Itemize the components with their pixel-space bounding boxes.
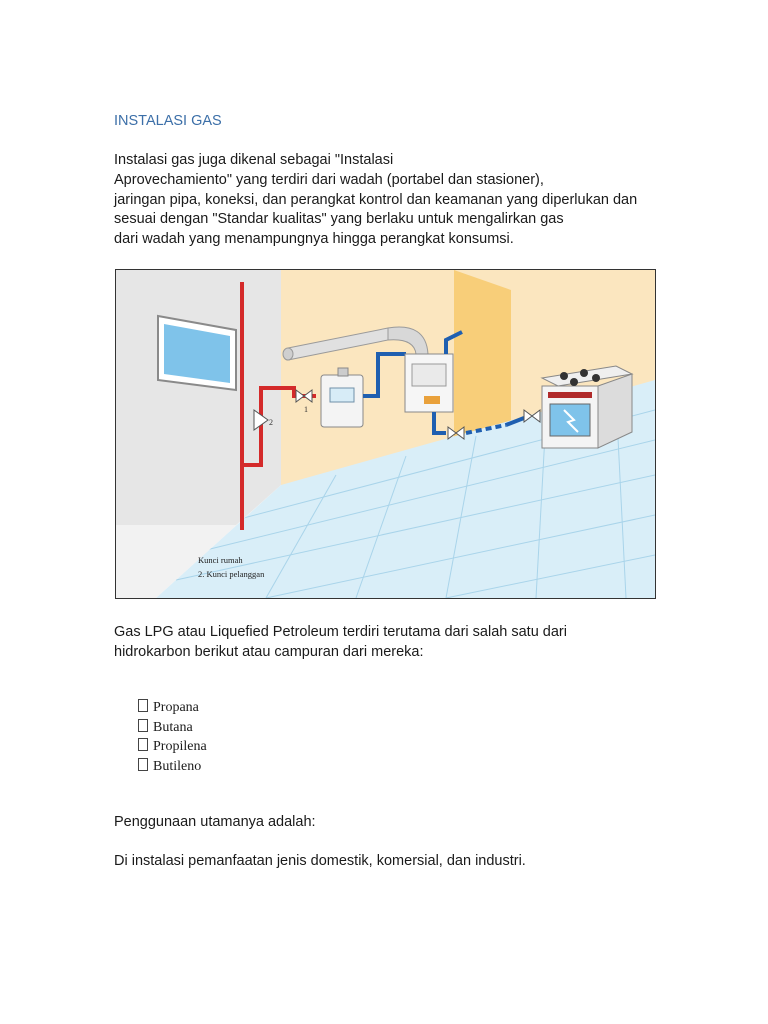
- valve-2-label: 2: [269, 418, 273, 427]
- exterior-wall-face: [116, 270, 281, 525]
- gas-installation-illustration: [115, 269, 656, 599]
- gas-meter-display: [330, 388, 354, 402]
- burner-icon: [560, 372, 568, 380]
- uses-title: Penggunaan utamanya adalah:: [114, 814, 316, 830]
- flue-duct-end: [283, 348, 293, 360]
- bullet-box-icon: [138, 719, 148, 732]
- uses-text: Di instalasi pemanfaatan jenis domestik, komersial, dan industri.: [114, 853, 526, 869]
- list-item-label: Butileno: [153, 758, 202, 774]
- valve-1-label: 1: [304, 405, 308, 414]
- oven-control-strip: [548, 392, 592, 398]
- list-item-label: Propana: [153, 700, 199, 715]
- list-item-label: Butana: [153, 719, 193, 735]
- bullet-box-icon: [138, 738, 148, 751]
- intro-line: Aprovechamiento" yang terdiri dari wadah (portabel dan stasioner),: [114, 171, 544, 188]
- hydrocarbon-list: [138, 698, 207, 776]
- intro-paragraph: [114, 151, 674, 250]
- water-heater-flame-window: [424, 396, 440, 404]
- gas-meter-connector: [338, 368, 348, 376]
- lpg-line: hidrokarbon berikut atau campuran dari mereka:: [114, 644, 424, 660]
- lpg-paragraph: [114, 622, 674, 662]
- intro-line: Instalasi gas juga dikenal sebagai "Instalasi: [114, 152, 394, 168]
- bullet-box-icon: [138, 758, 148, 771]
- intro-line: dari wadah yang menampungnya hingga perangkat konsumsi.: [114, 231, 514, 248]
- list-item: [138, 737, 207, 757]
- list-item-label: Propilena: [153, 739, 207, 754]
- burner-icon: [570, 378, 578, 386]
- list-item: [138, 718, 207, 738]
- list-item: [138, 698, 207, 718]
- lpg-line: Gas LPG atau Liquefied Petroleum terdiri terutama dari salah satu dari: [114, 624, 567, 640]
- list-item: [138, 757, 207, 777]
- burner-icon: [592, 374, 600, 382]
- intro-line: sesuai dengan "Standar kualitas" yang berlaku untuk mengalirkan gas: [114, 211, 564, 228]
- burner-icon: [580, 369, 588, 377]
- intro-line: jaringan pipa, koneksi, dan perangkat kontrol dan keamanan yang diperlukan dan: [114, 191, 638, 208]
- figure-caption-2: 2. Kunci pelanggan: [198, 569, 265, 579]
- oven-window: [550, 404, 590, 436]
- bullet-box-icon: [138, 699, 148, 712]
- water-heater-panel: [412, 364, 446, 386]
- page-heading: INSTALASI GAS: [114, 113, 222, 129]
- figure-caption-1: Kunci rumah: [198, 555, 243, 565]
